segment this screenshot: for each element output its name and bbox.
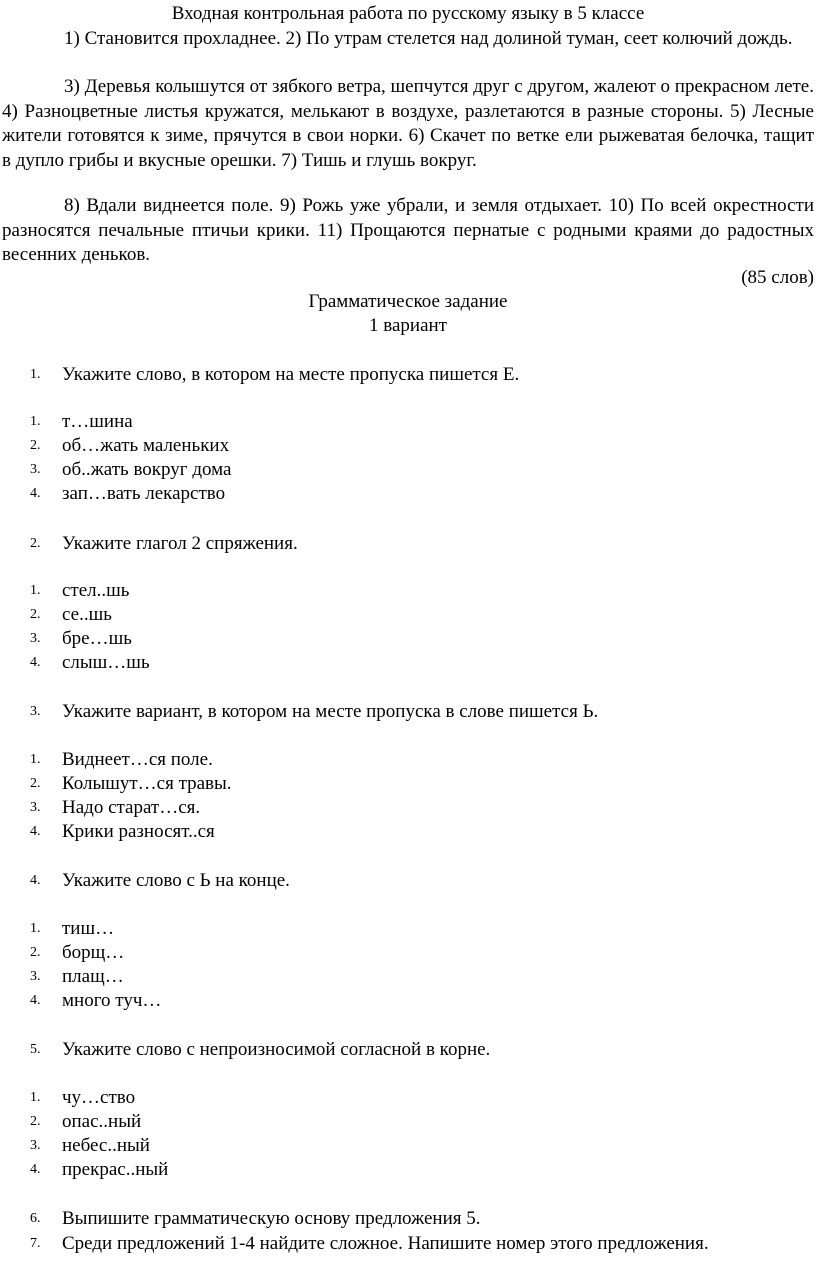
option-text: чу…ство	[62, 1087, 136, 1108]
option-number: 4.	[30, 993, 41, 1008]
option-number: 3.	[30, 462, 41, 477]
option-number: 2.	[30, 1114, 41, 1129]
option-text: борщ…	[62, 942, 125, 963]
question-text: Укажите вариант, в котором на месте пропуска в слове пишется Ь.	[62, 701, 599, 722]
option-text: Крики разносят..ся	[62, 821, 215, 842]
option-text: зап…вать лекарство	[62, 483, 226, 504]
passage-paragraph-3-text: 8) Вдали виднеется поле. 9) Рожь уже убрали, и земля отдыхает. 10) По всей окрестности разносятся печальные птичьи крики. 11) Прощаются пернатые с родными краями до радостных весенних деньков.	[2, 195, 814, 265]
option-text: Виднеет…ся поле.	[62, 749, 213, 770]
option-text: тиш…	[62, 918, 115, 939]
passage-paragraph-2	[2, 75, 814, 173]
option-text: бре…шь	[62, 628, 132, 649]
question-number: 6.	[30, 1211, 41, 1226]
question-number: 4.	[30, 873, 41, 888]
option-number: 1.	[30, 752, 41, 767]
task-heading: Грамматическое задание	[308, 291, 508, 312]
question-text: Укажите глагол 2 спряжения.	[62, 533, 298, 554]
option-number: 3.	[30, 631, 41, 646]
option-text: об..жать вокруг дома	[62, 459, 232, 480]
option-number: 2.	[30, 607, 41, 622]
option-number: 4.	[30, 655, 41, 670]
question-number: 5.	[30, 1042, 41, 1057]
passage-paragraph-3	[2, 194, 814, 268]
option-text: Колышут…ся травы.	[62, 773, 232, 794]
question-number: 1.	[30, 367, 41, 382]
option-number: 4.	[30, 1162, 41, 1177]
passage-paragraph-1-text: 1) Становится прохладнее. 2) По утрам стелется над долиной туман, сеет колючий дождь.	[64, 28, 793, 49]
option-number: 2.	[30, 945, 41, 960]
option-text: т…шина	[62, 411, 133, 432]
variant-label: 1 вариант	[369, 315, 447, 336]
question-number: 3.	[30, 704, 41, 719]
option-number: 4.	[30, 486, 41, 501]
option-number: 2.	[30, 776, 41, 791]
option-number: 3.	[30, 800, 41, 815]
option-number: 1.	[30, 583, 41, 598]
question-text: Укажите слово с Ь на конце.	[62, 870, 290, 891]
option-number: 1.	[30, 1090, 41, 1105]
option-text: се..шь	[62, 604, 112, 625]
option-number: 2.	[30, 438, 41, 453]
word-count: (85 слов)	[741, 267, 814, 288]
question-text: Среди предложений 1-4 найдите сложное. Напишите номер этого предложения.	[62, 1233, 709, 1254]
question-text: Укажите слово с непроизносимой согласной в корне.	[62, 1039, 491, 1060]
option-text: плащ…	[62, 966, 124, 987]
question-number: 2.	[30, 536, 41, 551]
option-text: об…жать маленьких	[62, 435, 230, 456]
question-text: Укажите слово, в котором на месте пропуска пишется Е.	[62, 364, 520, 385]
option-number: 4.	[30, 824, 41, 839]
option-text: Надо старат…ся.	[62, 797, 201, 818]
option-text: прекрас..ный	[62, 1159, 169, 1180]
passage-paragraph-1	[2, 27, 814, 52]
document-title: Входная контрольная работа по русскому языку в 5 классе	[171, 3, 645, 24]
question-text: Выпишите грамматическую основу предложения 5.	[62, 1208, 481, 1229]
option-text: опас..ный	[62, 1111, 142, 1132]
option-text: слыш…шь	[62, 652, 150, 673]
option-number: 1.	[30, 921, 41, 936]
option-number: 3.	[30, 1138, 41, 1153]
option-number: 1.	[30, 414, 41, 429]
passage-paragraph-2-text: 3) Деревья колышутся от зябкого ветра, шепчутся друг с другом, жалеют о прекрасном лете. 4) Разноцветные листья кружатся, мелькают в воздухе, разлетаются в разные стороны. 5) Лесные жители готовятся к зиме, прячутся в свои норки. 6) Скачет по ветке ели рыжеватая белочка, тащит в дупло грибы и вкусные орешки. 7) Тишь и глушь вокруг.	[2, 76, 814, 171]
question-number: 7.	[30, 1236, 41, 1251]
option-text: стел..шь	[62, 580, 130, 601]
option-text: небес..ный	[62, 1135, 150, 1156]
option-text: много туч…	[62, 990, 162, 1011]
option-number: 3.	[30, 969, 41, 984]
